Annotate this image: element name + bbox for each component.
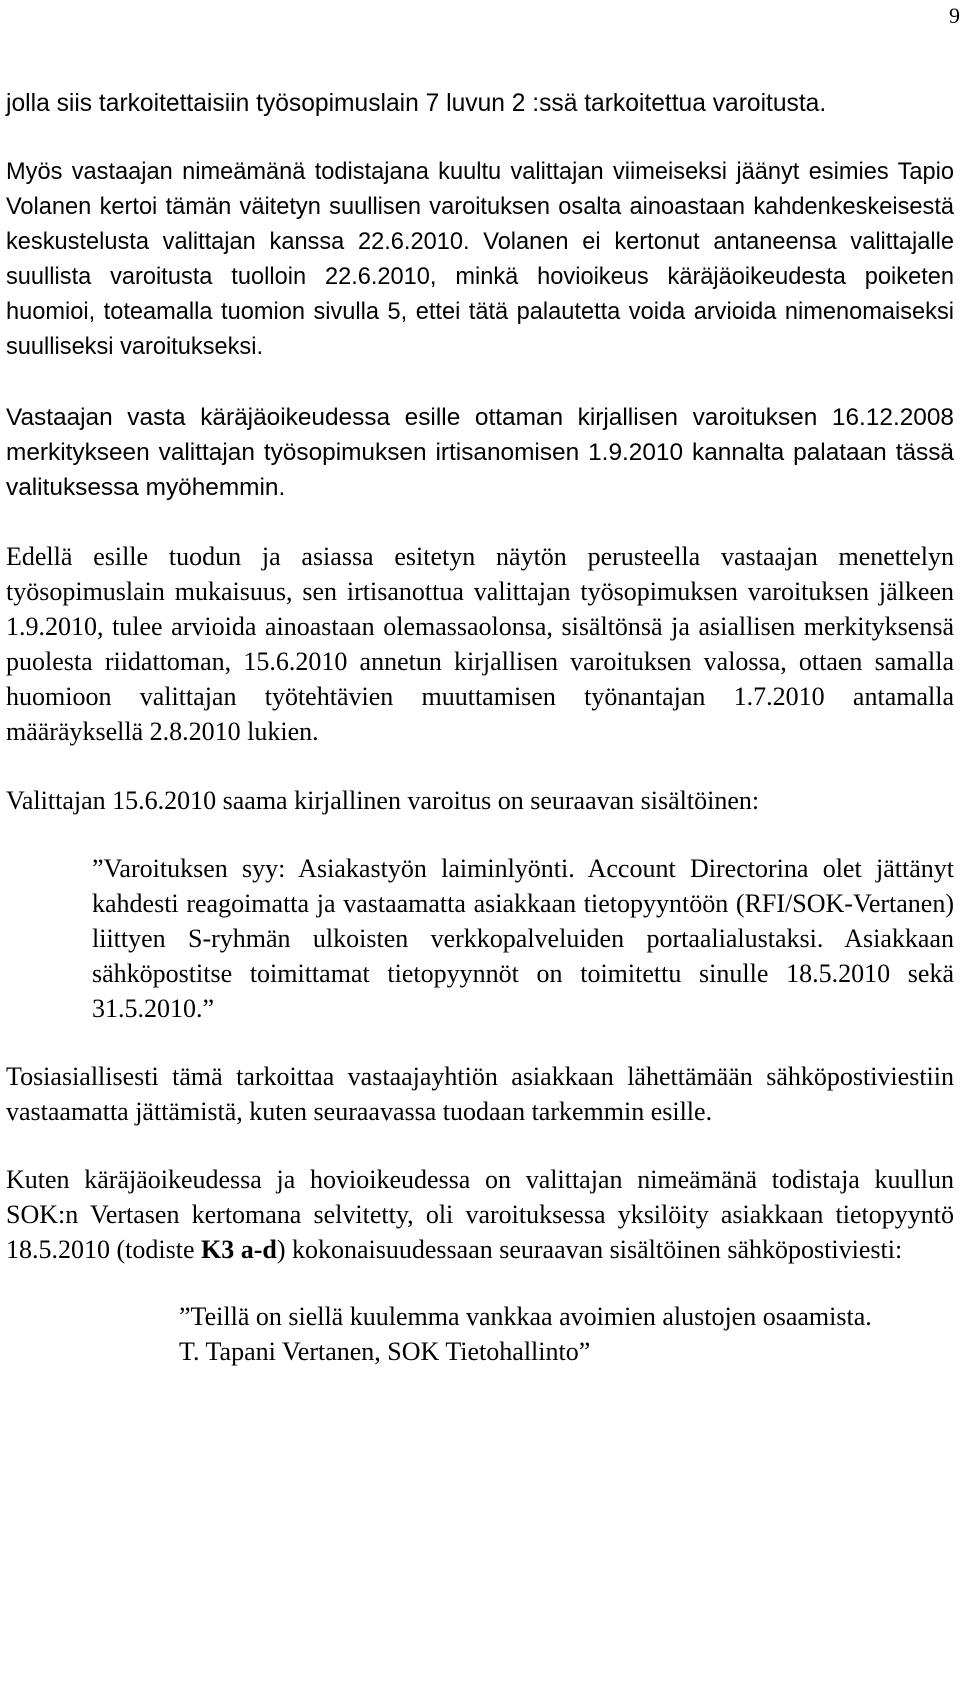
paragraph-3: Vastaajan vasta käräjäoikeudessa esille ottaman kirjallisen varoituksen 16.12.2008 merkitykseen valittajan työsopimuksen irtisanomisen 1.9.2010 kannalta palataan tässä valituksessa myöhemmin. xyxy=(6,404,954,501)
email-quote-line-2: T. Tapani Vertanen, SOK Tietohallinto” xyxy=(179,1337,591,1366)
paragraph-7-text-start: Kuten käräjäoikeudessa ja hovioikeudessa on valittajan nimeämänä todistaja kuullun SOK:n Vertasen kertomana selvitetty, oli varoituksessa yksilöity asiakkaan tietopyyntö 18.5.2010 (todiste xyxy=(6,1165,954,1264)
paragraph-6: Tosiasiallisesti tämä tarkoittaa vastaajayhtiön asiakkaan lähettämään sähköpostiviestiin vastaamatta jättämistä, kuten seuraavassa tuodaan tarkemmin esille. xyxy=(6,1062,954,1126)
page-number: 9 xyxy=(949,3,960,28)
paragraph-5: Valittajan 15.6.2010 saama kirjallinen varoitus on seuraavan sisältöinen: xyxy=(6,786,760,815)
block-quote-warning xyxy=(92,851,954,1026)
paragraph-4: Edellä esille tuodun ja asiassa esitetyn näytön perusteella vastaajan menettelyn työsopimuslain mukaisuus, sen irtisanottua valittajan työsopimuksen varoituksen jälkeen 1.9.2010, tulee arvioida ainoastaan olemassaolonsa, sisältönsä ja asiallisen merkityksensä puolesta riidattoman, 15.6.2010 annetun kirjallisen varoituksen valossa, ottaen samalla huomioon valittajan työtehtävien muuttamisen työnantajan 1.7.2010 antamalla määräyksellä 2.8.2010 lukien. xyxy=(6,542,954,746)
paragraph-7 xyxy=(6,1162,954,1267)
quote-text: ”Varoituksen syy: Asiakastyön laiminlyönti. Account Directorina olet jättänyt kahdesti reagoimatta ja vastaamatta asiakkaan tietopyyntöön (RFI/SOK-Vertanen) liittyen S-ryhmän ulkoisten verkkopalveluiden portaalialustaksi. Asiakkaan sähköpostitse toimittamat tietopyynnöt on toimitettu sinulle 18.5.2010 sekä 31.5.2010.” xyxy=(92,854,954,1023)
exhibit-reference: K3 a-d xyxy=(201,1235,277,1264)
block-quote-email xyxy=(179,1299,954,1369)
paragraph-7-text-end: ) kokonaisuudessaan seuraavan sisältöinen sähköpostiviesti: xyxy=(276,1235,903,1264)
document-body xyxy=(6,86,954,1369)
email-quote-line-1: ”Teillä on siellä kuulemma vankkaa avoimien alustojen osaamista. xyxy=(179,1302,872,1331)
paragraph-1: jolla siis tarkoitettaisiin työsopimuslain 7 luvun 2 :ssä tarkoitettua varoitusta. xyxy=(6,90,827,117)
paragraph-2: Myös vastaajan nimeämänä todistajana kuultu valittajan viimeiseksi jäänyt esimies Tapio Volanen kertoi tämän väitetyn suullisen varoituksen osalta ainoastaan kahdenkeskeisestä keskustelusta valittajan kanssa 22.6.2010. Volanen ei kertonut antaneensa valittajalle suullista varoitusta tuolloin 22.6.2010, minkä hovioikeus käräjäoikeudesta poiketen huomioi, toteamalla tuomion sivulla 5, ettei tätä palautetta voida arvioida nimenomaiseksi suulliseksi varoitukseksi. xyxy=(6,159,954,360)
